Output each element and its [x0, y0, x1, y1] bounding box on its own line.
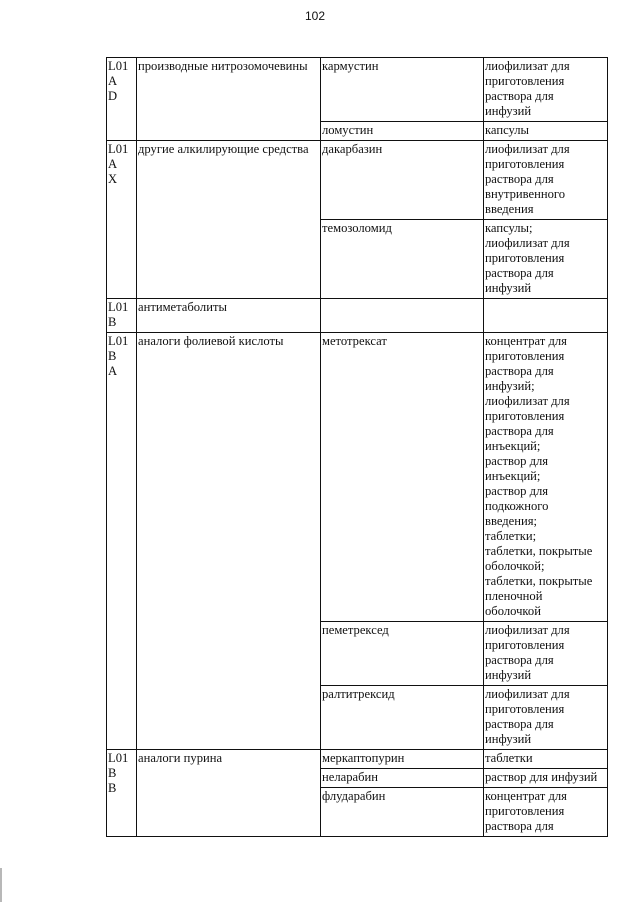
drug-name-cell: метотрексат: [321, 333, 484, 622]
drug-name-cell: меркаптопурин: [321, 750, 484, 769]
atc-code-cell: L01B B: [107, 750, 137, 837]
drug-table: [106, 57, 608, 837]
drug-name-cell: [321, 299, 484, 333]
dosage-form-cell: лиофилизат для приготовления раствора для внутривенного введения: [484, 141, 608, 220]
drug-name-cell: дакарбазин: [321, 141, 484, 220]
table-row: [107, 141, 608, 220]
atc-code-cell: L01A X: [107, 141, 137, 299]
dosage-form-cell: лиофилизат для приготовления раствора для инфузий: [484, 622, 608, 686]
dosage-form-cell: капсулы: [484, 122, 608, 141]
dosage-form-cell: концентрат для приготовления раствора для инфузий; лиофилизат для приготовления раствора для инъекций; раствор для инъекций; раствор для подкожного введения; таблетки; таблетки, покрытые оболочкой; таблетки, покрытые пленочной оболочкой: [484, 333, 608, 622]
drug-group-cell: другие алкилирующие средства: [137, 141, 321, 299]
table-row: [107, 58, 608, 122]
dosage-form-cell: таблетки: [484, 750, 608, 769]
table-row: [107, 750, 608, 769]
dosage-form-cell: раствор для инфузий: [484, 769, 608, 788]
dosage-form-cell: лиофилизат для приготовления раствора для инфузий: [484, 686, 608, 750]
scan-edge-mark: [0, 868, 2, 902]
drug-name-cell: неларабин: [321, 769, 484, 788]
drug-group-cell: аналоги фолиевой кислоты: [137, 333, 321, 750]
drug-name-cell: ломустин: [321, 122, 484, 141]
dosage-form-cell: капсулы; лиофилизат для приготовления раствора для инфузий: [484, 220, 608, 299]
dosage-form-cell: лиофилизат для приготовления раствора для инфузий: [484, 58, 608, 122]
drug-name-cell: темозоломид: [321, 220, 484, 299]
drug-name-cell: ралтитрексид: [321, 686, 484, 750]
dosage-form-cell: концентрат для приготовления раствора для: [484, 788, 608, 837]
atc-code-cell: L01A D: [107, 58, 137, 141]
atc-code-cell: L01B A: [107, 333, 137, 750]
drug-name-cell: флударабин: [321, 788, 484, 837]
table-row: [107, 299, 608, 333]
drug-group-cell: аналоги пурина: [137, 750, 321, 837]
table-row: [107, 333, 608, 622]
page-number: 102: [304, 9, 326, 23]
drug-group-cell: производные нитрозомочевины: [137, 58, 321, 141]
drug-name-cell: кармустин: [321, 58, 484, 122]
atc-code-cell: L01B: [107, 299, 137, 333]
drug-name-cell: пеметрексед: [321, 622, 484, 686]
dosage-form-cell: [484, 299, 608, 333]
drug-table-body: [107, 58, 608, 837]
drug-group-cell: антиметаболиты: [137, 299, 321, 333]
